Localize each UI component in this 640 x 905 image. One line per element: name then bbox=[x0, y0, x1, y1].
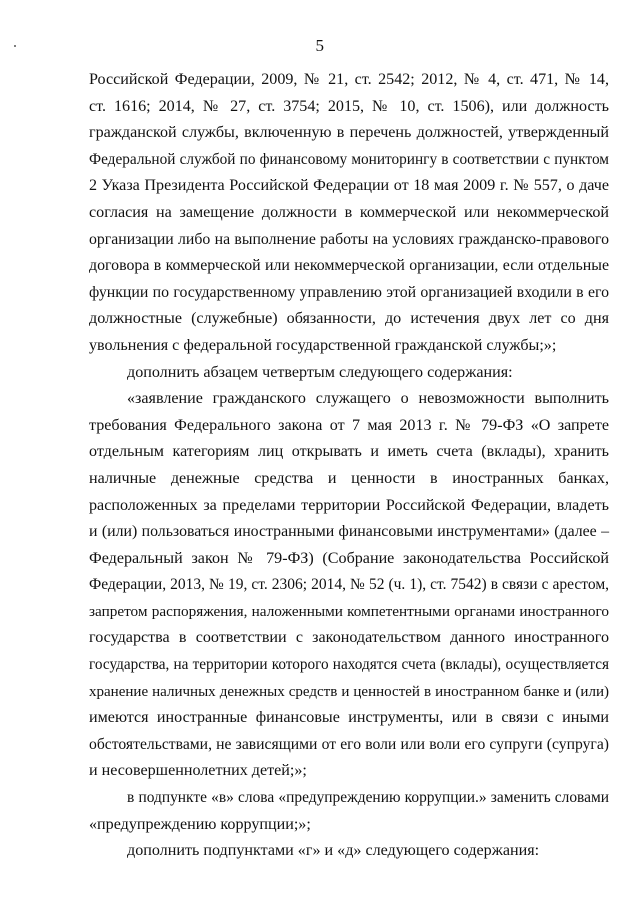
text-line: согласия на замещение должности в коммерческой или некоммерческой bbox=[89, 203, 609, 221]
text-line: обстоятельствами, не зависящими от его воли или воли его супруги (супруга) bbox=[89, 735, 609, 753]
text-line: запретом распоряжения, наложенными компетентными органами иностранного bbox=[89, 602, 609, 620]
page-number: 5 bbox=[315, 36, 325, 55]
text-line: расположенных за пределами территории Российской Федерации, владеть bbox=[89, 496, 609, 514]
text-line: и (или) пользоваться иностранными финансовыми инструментами» (далее – bbox=[89, 523, 609, 541]
text-line: организации либо на выполнение работы на условиях гражданско-правового bbox=[89, 230, 609, 248]
text-line: хранение наличных денежных средств и ценностей в иностранном банке и (или) bbox=[89, 683, 609, 700]
text-line: «заявление гражданского служащего о невозможности выполнить bbox=[127, 390, 609, 408]
text-line: отдельным категориям лиц открывать и иметь счета (вклады), хранить bbox=[89, 443, 609, 461]
text-line: Российской Федерации, 2009, № 21, ст. 2542; 2012, № 4, ст. 471, № 14, bbox=[89, 71, 609, 88]
document-body bbox=[89, 67, 609, 865]
text-line: дополнить абзацем четвертым следующего содержания: bbox=[127, 363, 513, 381]
text-line: дополнить подпунктами «г» и «д» следующего содержания: bbox=[127, 842, 540, 860]
text-line: увольнения с федеральной государственной гражданской службы;»; bbox=[89, 336, 557, 354]
text-line: Федерации, 2013, № 19, ст. 2306; 2014, № 52 (ч. 1), ст. 7542) в связи с арестом, bbox=[89, 576, 609, 594]
text-line: имеются иностранные финансовые инструменты, или в связи с иными bbox=[89, 709, 609, 727]
text-line: и несовершеннолетних детей;»; bbox=[89, 762, 307, 780]
text-line: государства в соответствии с законодательством данного иностранного bbox=[89, 629, 609, 647]
text-line: 2 Указа Президента Российской Федерации от 18 мая 2009 г. № 557, о даче bbox=[89, 177, 609, 195]
text-line: Федеральный закон № 79-ФЗ) (Собрание законодательства Российской bbox=[89, 549, 609, 567]
text-line: требования Федерального закона от 7 мая 2013 г. № 79-ФЗ «О запрете bbox=[89, 416, 609, 434]
text-line: договора в коммерческой или некоммерческой организации, если отдельные bbox=[89, 257, 609, 275]
text-line: «предупреждению коррупции;»; bbox=[89, 815, 311, 833]
text-line: в подпункте «в» слова «предупреждению коррупции.» заменить словами bbox=[127, 789, 609, 807]
text-line: наличные денежные средства и ценности в иностранных банках, bbox=[89, 469, 609, 487]
text-line: Федеральной службой по финансовому мониторингу в соответствии с пунктом bbox=[89, 150, 609, 168]
text-line: государства, на территории которого находятся счета (вклады), осуществляется bbox=[89, 656, 609, 674]
text-line: гражданской службы, включенную в перечень должностей, утвержденный bbox=[89, 124, 609, 142]
text-line: должностные (служебные) обязанности, до истечения двух лет со дня bbox=[89, 310, 609, 328]
text-line: функции по государственному управлению этой организацией входили в его bbox=[89, 283, 609, 301]
text-line: ст. 1616; 2014, № 27, ст. 3754; 2015, № 10, ст. 1506), или должность bbox=[89, 97, 609, 115]
